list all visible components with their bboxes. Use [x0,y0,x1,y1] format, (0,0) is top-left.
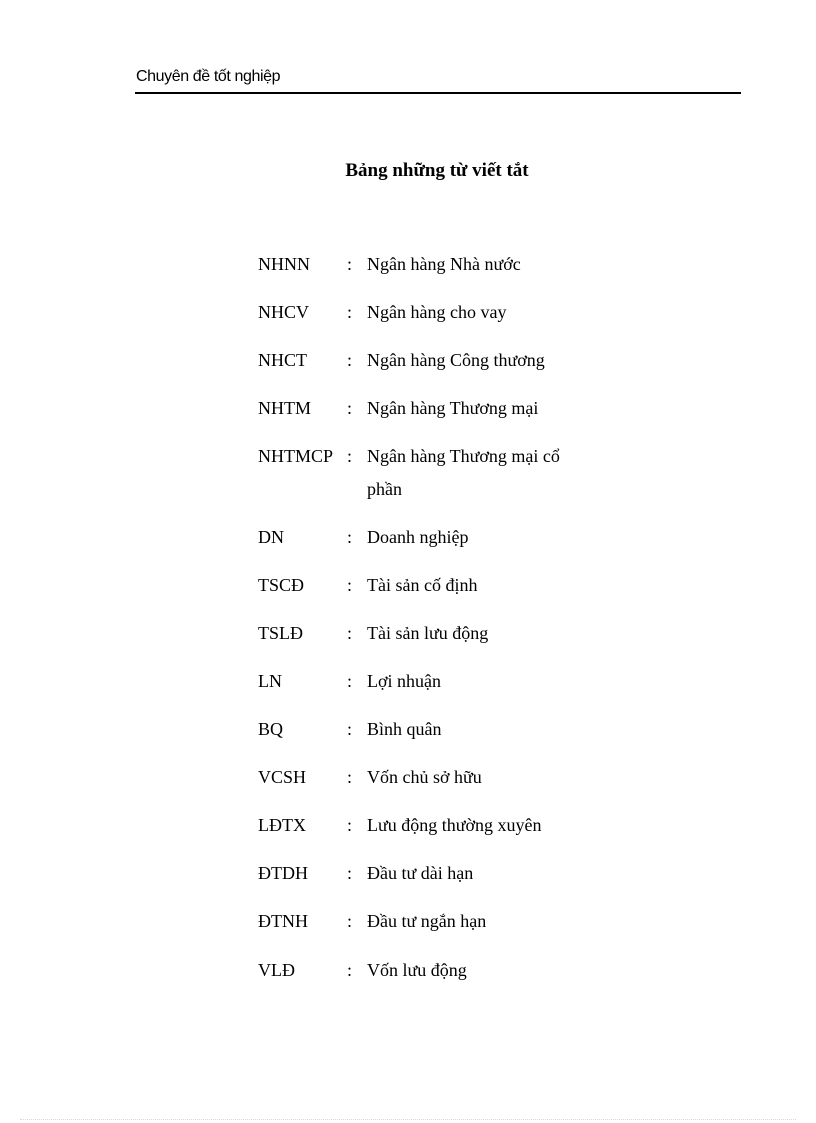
abbreviation-meaning: Lưu động thường xuyên [367,815,542,835]
abbreviation: BQ [258,719,284,739]
separator-colon: : [347,911,353,931]
abbreviation-meaning: Vốn chủ sở hữu [367,767,482,787]
abbreviation-meaning: Doanh nghiệp [367,527,469,547]
abbreviation-meaning: Ngân hàng cho vay [367,302,507,322]
abbreviation-meaning: Tài sản cố định [367,575,478,595]
page-header [135,66,741,94]
abbreviation-meaning: Lợi nhuận [367,671,442,691]
abbreviation-meaning: Ngân hàng Công thương [367,350,545,370]
abbreviation: ĐTNH [258,911,308,931]
abbreviation: NHTMCP [258,446,334,466]
abbreviation-meaning: Bình quân [367,719,442,739]
separator-colon: : [347,350,353,370]
separator-colon: : [347,446,353,466]
separator-colon: : [347,815,353,835]
header-title: Chuyên đề tốt nghiệp [136,68,281,85]
abbreviation: TSLĐ [258,623,303,643]
separator-colon: : [347,527,353,547]
abbreviation-meaning: Đầu tư ngắn hạn [367,911,487,931]
separator-colon: : [347,863,353,883]
abbreviation-meaning: Ngân hàng Thương mại cổ phần [367,446,560,499]
page-title: Bảng những từ viết tắt [345,160,529,181]
separator-colon: : [347,767,353,787]
separator-colon: : [347,302,353,322]
abbreviation: TSCĐ [258,575,305,595]
abbreviation: NHTM [258,398,311,418]
abbreviation-meaning: Vốn lưu động [367,960,467,980]
abbreviation-meaning: Ngân hàng Thương mại [367,398,539,418]
abbreviation: LĐTX [258,815,306,835]
separator-colon: : [347,623,353,643]
separator-colon: : [347,398,353,418]
abbreviation-meaning: Tài sản lưu động [367,623,489,643]
abbreviation: NHCV [258,302,310,322]
abbreviation: NHNN [258,254,310,274]
separator-colon: : [347,254,353,274]
separator-colon: : [347,575,353,595]
separator-colon: : [347,960,353,980]
abbreviation: NHCT [258,350,307,370]
abbreviation-meaning: Đầu tư dài hạn [367,863,474,883]
abbreviation: ĐTDH [258,863,308,883]
abbreviation: DN [258,527,284,547]
abbreviation: VLĐ [258,960,295,980]
abbreviation: LN [258,671,282,691]
abbreviation: VCSH [258,767,307,787]
abbreviation-meaning: Ngân hàng Nhà nước [367,254,521,274]
separator-colon: : [347,719,353,739]
separator-colon: : [347,671,353,691]
page-bottom-divider [20,1119,796,1120]
